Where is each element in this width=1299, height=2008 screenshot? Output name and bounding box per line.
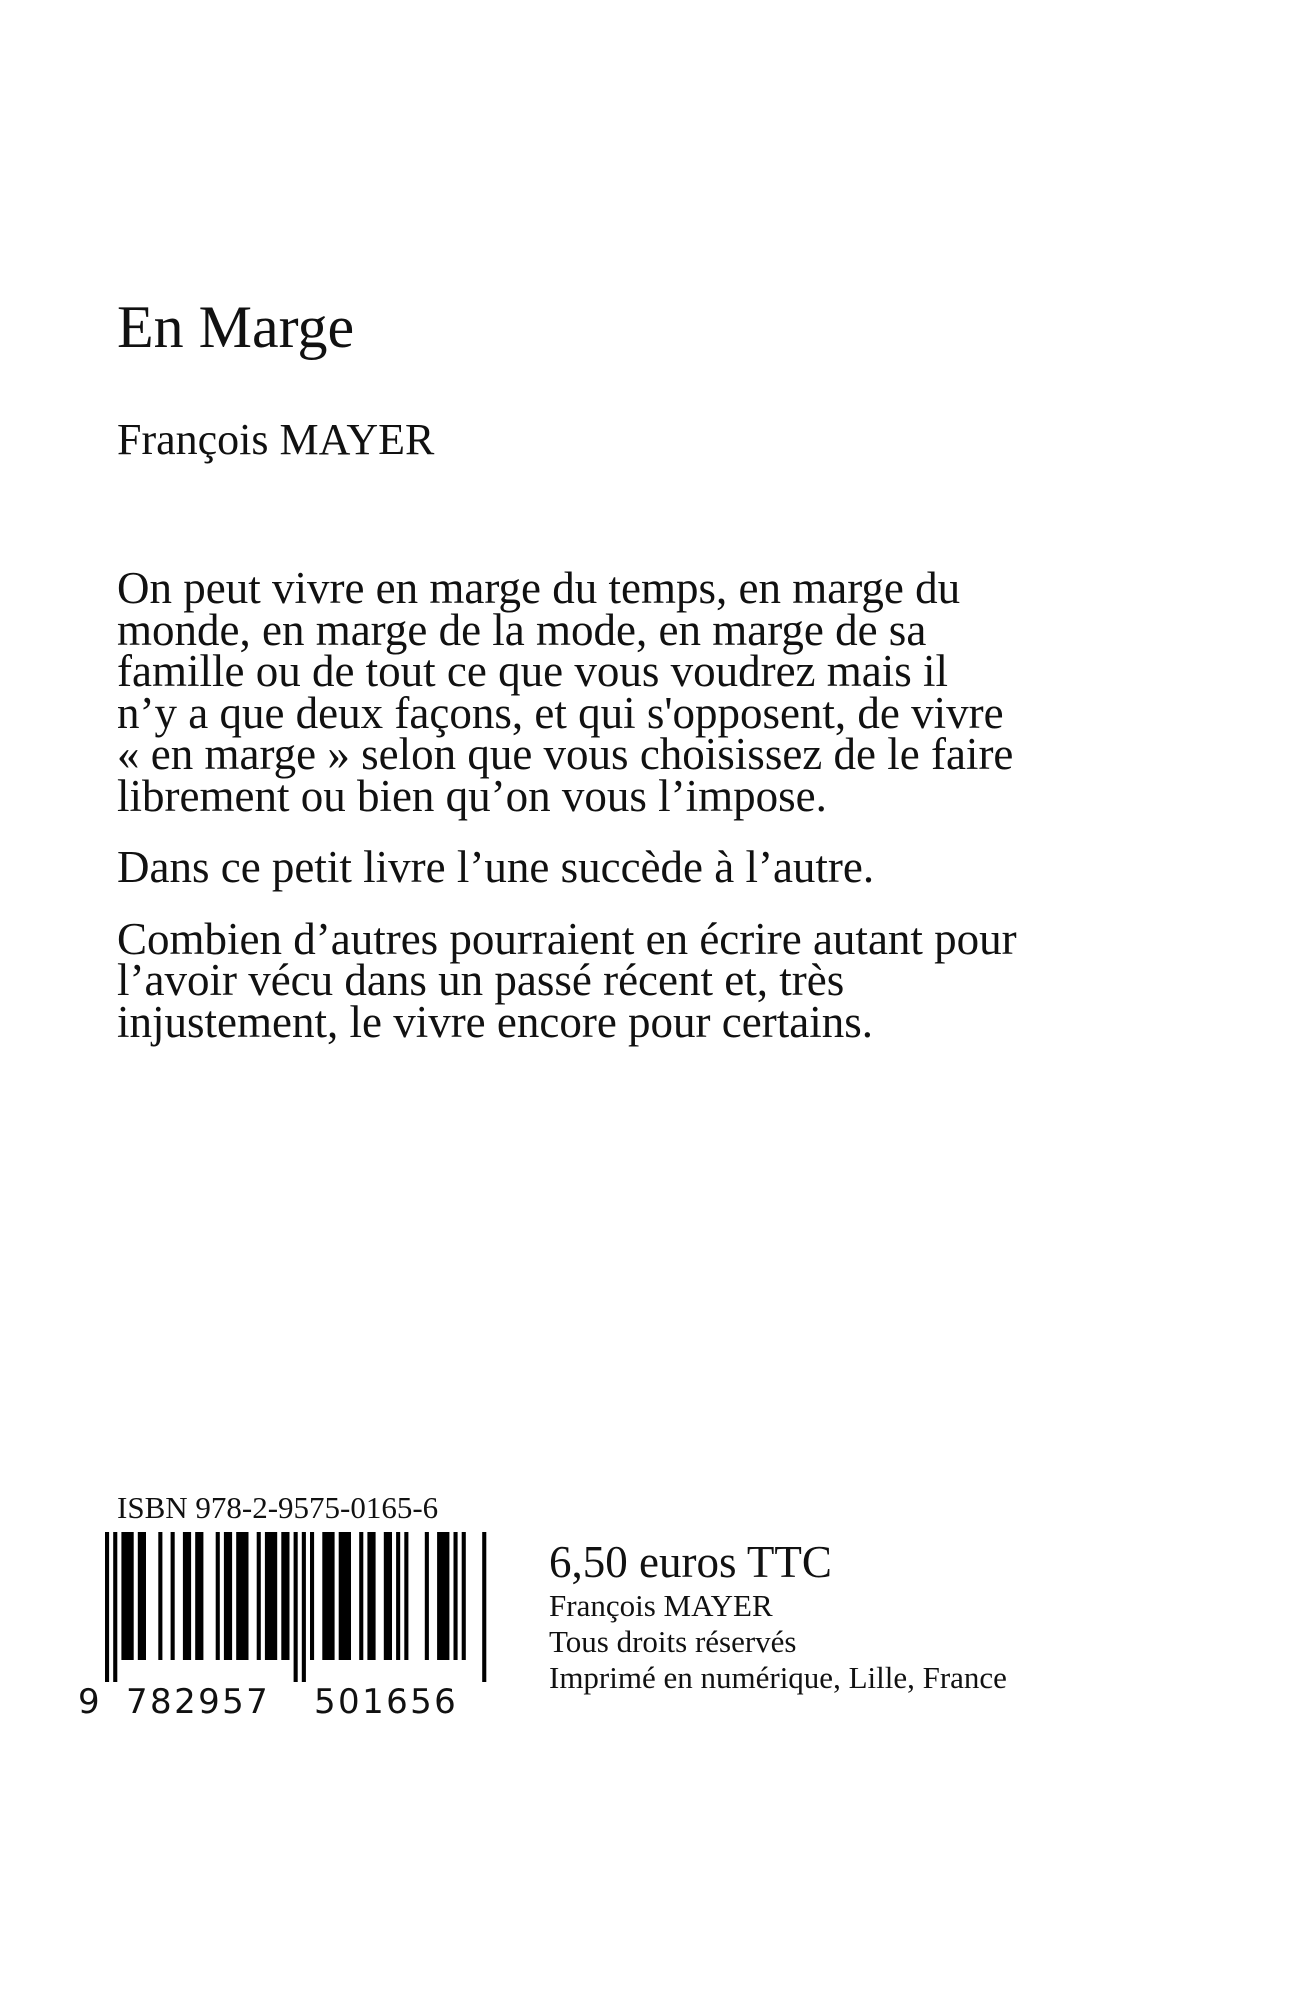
barcode-left-digits: 782957	[126, 1682, 271, 1722]
barcode-bar	[425, 1532, 429, 1660]
book-author: François MAYER	[117, 415, 435, 464]
barcode-right-digits: 501656	[314, 1682, 459, 1722]
print-location: Imprimé en numérique, Lille, France	[549, 1660, 1007, 1695]
barcode-lead-digit: 9	[78, 1682, 100, 1722]
rights-notice: Tous droits réservés	[549, 1624, 797, 1659]
back-cover-blurb	[117, 563, 1017, 1073]
barcode-bar	[216, 1532, 220, 1660]
barcode-bar	[158, 1532, 162, 1660]
publisher-name: François MAYER	[549, 1588, 773, 1623]
barcode-bar	[396, 1532, 400, 1660]
price-label: 6,50 euros TTC	[549, 1537, 832, 1587]
barcode-bar	[138, 1532, 146, 1660]
isbn-label: ISBN 978-2-9575-0165-6	[117, 1490, 439, 1525]
barcode-bar	[183, 1532, 191, 1660]
barcode-bar	[257, 1532, 261, 1660]
barcode-bar	[236, 1532, 248, 1660]
barcode-guard-bar	[113, 1532, 117, 1682]
colophon	[549, 1536, 1007, 1696]
blurb-paragraph-1: On peut vivre en marge du temps, en marge du monde, en marge de la mode, en marge de sa famille ou de tout ce que vous voudrez mais il n’y a que deux façons, et qui s'opposent, de vivre « en marge » selon que vous choisissez de le faire librement ou bien qu’on vous l’impose.	[117, 563, 1014, 821]
barcode-bar	[224, 1532, 232, 1660]
barcode-bar	[359, 1532, 363, 1660]
book-title: En Marge	[117, 294, 355, 360]
barcode-bar	[310, 1532, 314, 1660]
barcode-bar	[281, 1532, 289, 1660]
blurb-paragraph-2: Dans ce petit livre l’une succède à l’autre.	[117, 842, 875, 892]
barcode-digits	[78, 1682, 488, 1722]
barcode-bar	[322, 1532, 334, 1660]
barcode-bar	[171, 1532, 175, 1660]
barcode-bar	[404, 1532, 408, 1660]
barcode-guard-bar	[302, 1532, 306, 1682]
barcode-bar	[367, 1532, 375, 1660]
barcode-bar	[339, 1532, 351, 1660]
barcode-bar	[195, 1532, 203, 1660]
isbn-barcode	[80, 1532, 490, 1682]
barcode-bar	[454, 1532, 458, 1660]
barcode-bar	[121, 1532, 133, 1660]
blurb-paragraph-3: Combien d’autres pourraient en écrire autant pour l’avoir vécu dans un passé récent et, très injustement, le vivre encore pour certains.	[117, 913, 1017, 1047]
barcode-bars	[105, 1532, 490, 1682]
barcode-guard-bar	[294, 1532, 298, 1682]
barcode-bar	[462, 1532, 466, 1660]
barcode-guard-bar	[105, 1532, 109, 1682]
barcode-guard-bar	[482, 1532, 486, 1682]
barcode-bar	[437, 1532, 449, 1660]
barcode-bar	[265, 1532, 277, 1660]
barcode-bar	[384, 1532, 392, 1660]
